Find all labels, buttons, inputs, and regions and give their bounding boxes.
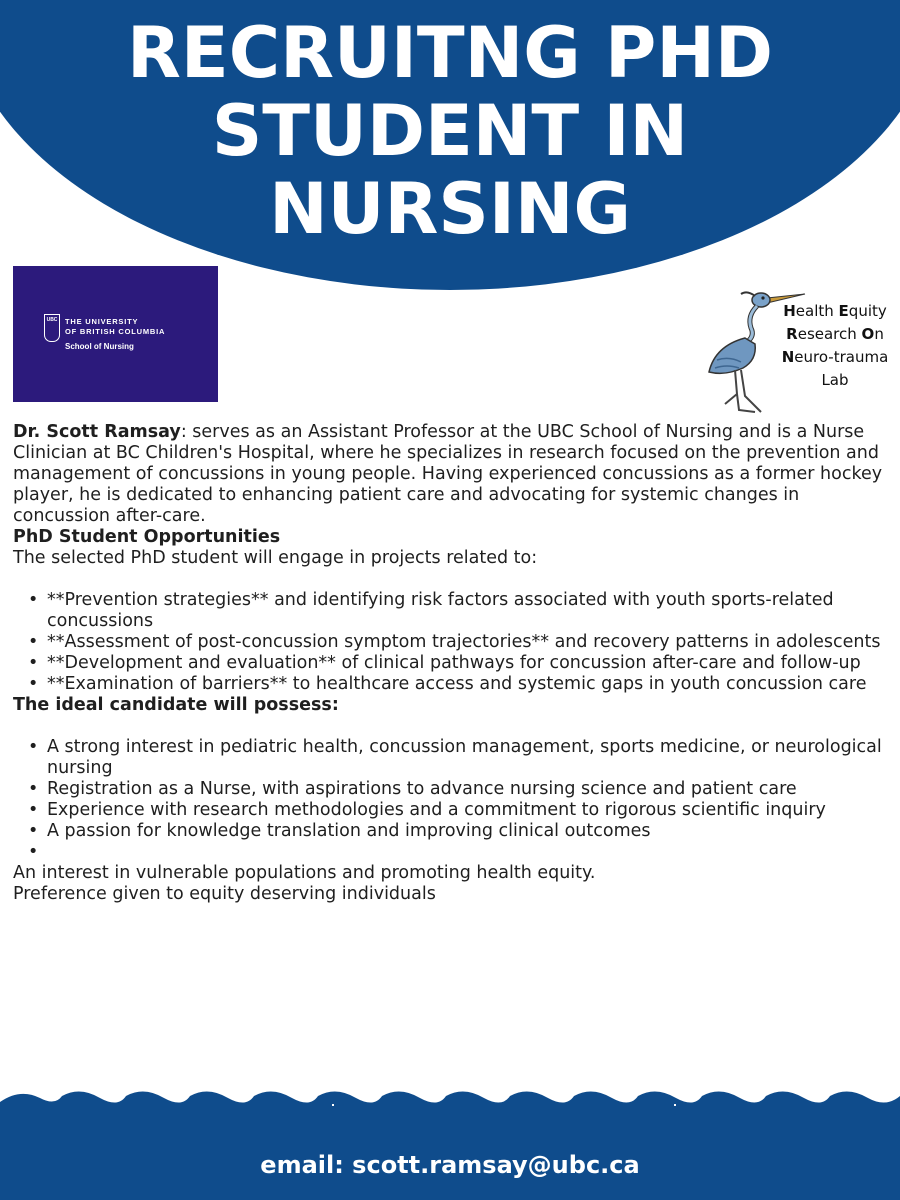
list-item: • A passion for knowledge translation and improving clinical outcomes (13, 821, 883, 842)
page-title (0, 14, 900, 248)
intro-text: : serves as an Assistant Professor at the UBC School of Nursing and is a Nurse Clinician at BC Children's Hospital, where he specializes in research focused on the prevention and management of concussions in young people. Having experienced concussions as a former hockey player, he is dedicated to enhancing patient care and advocating for systemic changes in concussion after-care. (13, 422, 883, 526)
list-item: • **Assessment of post-concussion symptom trajectories** and recovery patterns in adolescents (13, 632, 883, 653)
ubc-nursing-logo (13, 266, 218, 402)
ubc-crest-icon: UBC (44, 314, 60, 342)
title-line-3: NURSING (269, 168, 631, 250)
intro-paragraph (13, 422, 883, 527)
interest-line: An interest in vulnerable populations and promoting health equity. (13, 863, 596, 883)
candidate-heading: The ideal candidate will possess: (13, 695, 339, 715)
opportunities-heading: PhD Student Opportunities (13, 527, 281, 547)
list-item: • A strong interest in pediatric health, concussion management, sports medicine, or neurological nursing (13, 737, 883, 779)
lab-name (770, 300, 900, 392)
lab-line-3: Neuro-trauma (781, 348, 889, 366)
professor-name: Dr. Scott Ramsay (13, 422, 181, 442)
list-item: • Experience with research methodologies and a commitment to rigorous scientific inquiry (13, 800, 883, 821)
list-item-empty (13, 842, 883, 863)
ubc-logo-text (65, 317, 165, 351)
contact-email[interactable]: email: scott.ramsay@ubc.ca (260, 1151, 640, 1179)
lab-line-1: Health Equity (783, 302, 887, 320)
ubc-school: School of Nursing (65, 342, 134, 351)
list-item: • **Examination of barriers** to healthcare access and systemic gaps in youth concussion care (13, 674, 883, 695)
candidate-list (13, 737, 883, 863)
lab-logo (655, 270, 890, 418)
ubc-line-1: THE UNIVERSITY (65, 317, 139, 326)
opportunities-lead: The selected PhD student will engage in projects related to: (13, 548, 538, 568)
title-line-2: STUDENT IN (211, 90, 689, 172)
lab-line-2: Research On (786, 325, 884, 343)
list-item: • Registration as a Nurse, with aspirations to advance nursing science and patient care (13, 779, 883, 800)
list-item: • **Development and evaluation** of clinical pathways for concussion after-care and follow-up (13, 653, 883, 674)
opportunities-list (13, 590, 883, 695)
title-line-1: RECRUITNG PHD (126, 12, 774, 94)
lab-line-4: Lab (821, 371, 849, 389)
preference-line: Preference given to equity deserving individuals (13, 884, 436, 904)
list-item: • **Prevention strategies** and identifying risk factors associated with youth sports-related concussions (13, 590, 883, 632)
main-content (13, 422, 883, 905)
ubc-line-2: OF BRITISH COLUMBIA (65, 327, 166, 336)
